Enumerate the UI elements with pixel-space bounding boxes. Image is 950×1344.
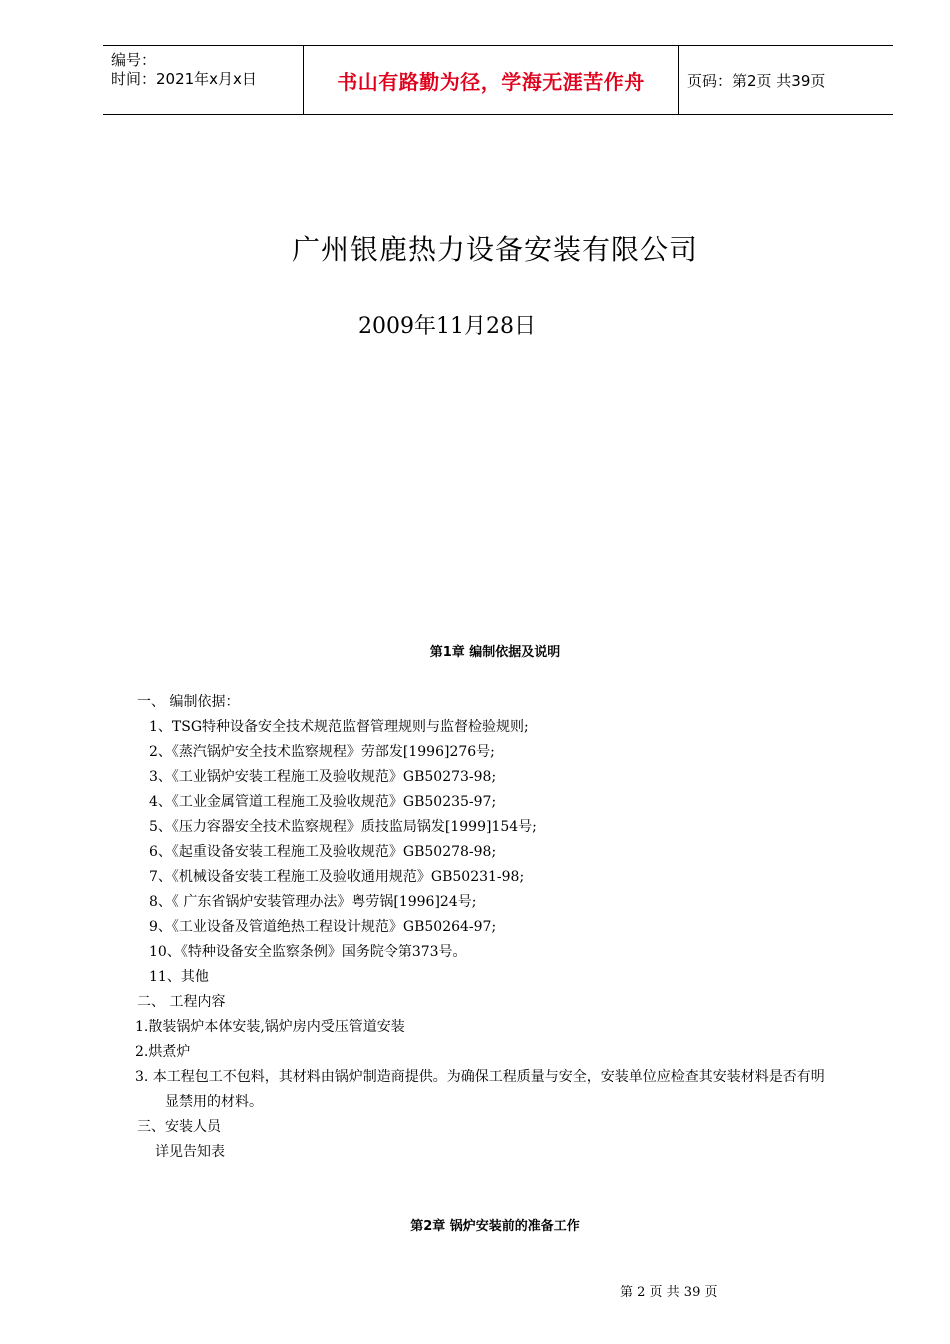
section-2-heading: 二、 工程内容 [137,994,226,1010]
document-date: 2009年11月28日 [358,314,536,339]
basis-item: 6、《起重设备安装工程施工及验收规范》GB50278-98; [149,844,497,860]
chapter-1-title: 第1章 编制依据及说明 [429,645,561,660]
scope-item: 2.烘煮炉 [135,1044,191,1060]
page-header [103,45,893,115]
header-page-info: 页码：第2页 共39页 [687,71,826,90]
scope-item-continuation: 显禁用的材料。 [165,1094,263,1110]
basis-item: 9、《工业设备及管道绝热工程设计规范》GB50264-97; [149,919,497,935]
basis-item: 7、《机械设备安装工程施工及验收通用规范》GB50231-98; [149,869,525,885]
basis-item: 3、《工业锅炉安装工程施工及验收规范》GB50273-98; [149,769,497,785]
page-footer: 第 2 页 共 39 页 [620,1285,718,1300]
section-3-text: 详见告知表 [155,1144,225,1160]
basis-item: 8、《 广东省锅炉安装管理办法》粤劳锅[1996]24号; [149,894,477,910]
section-1-heading: 一、 编制依据： [137,694,240,710]
document-time-label: 时间：2021年x月x日 [111,70,257,88]
header-motto: 书山有路勤为径，学海无涯苦作舟 [337,69,645,94]
document-number-label: 编号： [111,51,157,69]
scope-item: 1.散装锅炉本体安装,锅炉房内受压管道安装 [135,1019,405,1035]
basis-item: 11、其他 [149,969,209,985]
section-3-heading: 三、安装人员 [137,1119,221,1135]
basis-item: 10、《特种设备安全监察条例》国务院令第373号。 [149,944,467,960]
header-page-cell [679,46,901,114]
header-left-cell [103,46,303,114]
scope-item: 3. 本工程包工不包料，其材料由锅炉制造商提供。为确保工程质量与安全，安装单位应检查其安装材料是否有明 [135,1069,825,1085]
basis-item: 2、《蒸汽锅炉安全技术监察规程》劳部发[1996]276号; [149,744,495,760]
header-motto-cell [303,46,679,114]
chapter-2-title: 第2章 锅炉安装前的准备工作 [410,1219,580,1234]
basis-item: 5、《压力容器安全技术监察规程》质技监局锅发[1999]154号; [149,819,537,835]
basis-item: 4、《工业金属管道工程施工及验收规范》GB50235-97; [149,794,497,810]
company-name: 广州银鹿热力设备安装有限公司 [291,233,698,266]
basis-item: 1、TSG特种设备安全技术规范监督管理规则与监督检验规则; [149,719,529,735]
